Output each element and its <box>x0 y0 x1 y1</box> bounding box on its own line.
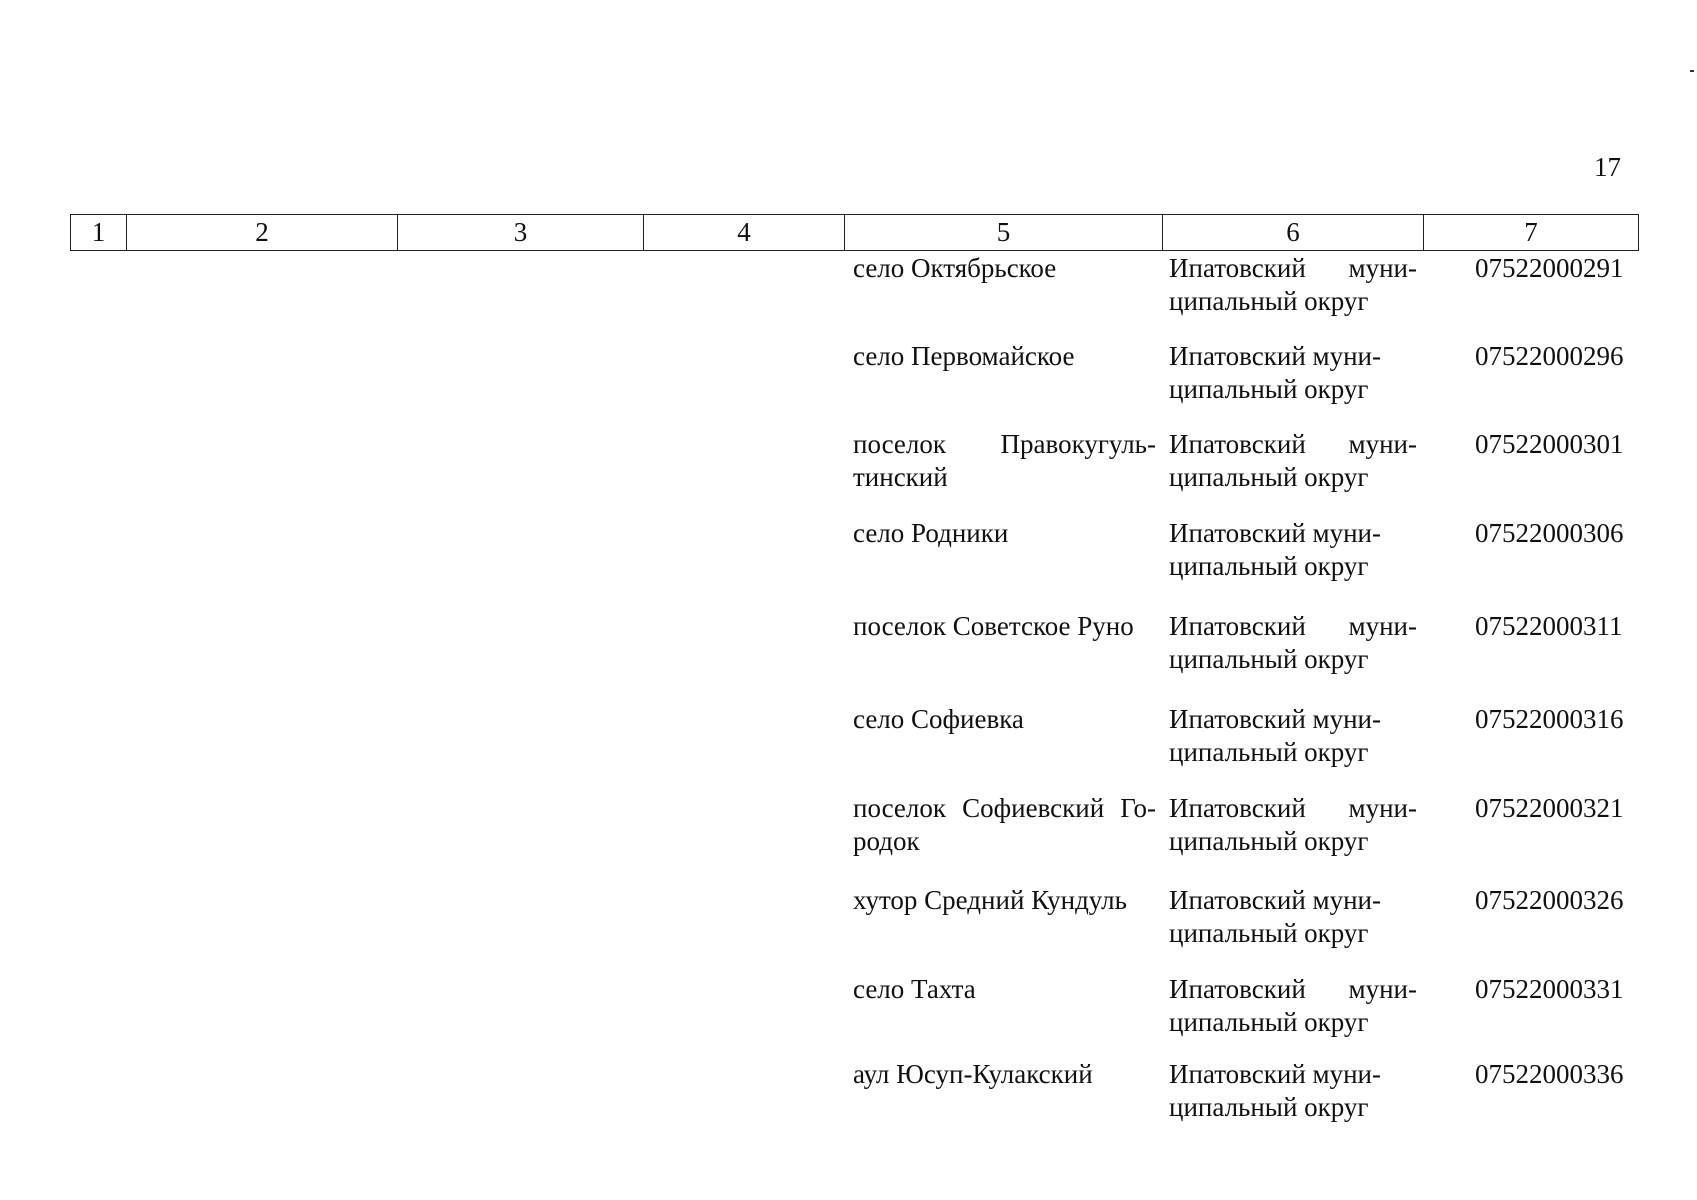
table-row <box>0 340 1697 410</box>
municipality-line-2: ципальный округ <box>1169 462 1369 492</box>
table-row <box>0 973 1697 1043</box>
table-row <box>0 884 1697 954</box>
municipality-line-1: Ипатовский муни- <box>1169 704 1381 734</box>
settlement-name: село Октябрьское <box>853 253 1057 283</box>
municipality-line-1: Ипатовский муни- <box>1169 1059 1381 1089</box>
municipality-name <box>1169 884 1417 950</box>
municipality-line-1: Ипатовский муни- <box>1169 341 1381 371</box>
settlement-name: аул Юсуп-Кулакский <box>853 1059 1093 1089</box>
table-row <box>0 517 1697 587</box>
municipality-name <box>1169 610 1417 676</box>
municipality-line-1: Ипатовский муни- <box>1169 253 1417 283</box>
column-header-5: 5 <box>845 215 1163 251</box>
column-header-3: 3 <box>398 215 644 251</box>
municipality-line-2: ципальный округ <box>1169 826 1369 856</box>
municipality-line-1: Ипатовский муни- <box>1169 885 1381 915</box>
municipality-line-1: Ипатовский муни- <box>1169 611 1417 641</box>
table-row <box>0 428 1697 498</box>
municipality-line-1: Ипатовский муни- <box>1169 974 1417 1004</box>
table-row <box>0 703 1697 773</box>
settlement-name: поселок Советское Руно <box>853 611 1134 641</box>
oktmo-code: 07522000311 <box>1475 611 1623 641</box>
page-number: 17 <box>1594 152 1621 182</box>
municipality-name <box>1169 703 1417 769</box>
municipality-line-2: ципальный округ <box>1169 551 1369 581</box>
oktmo-code: 07522000306 <box>1475 518 1624 548</box>
oktmo-code: 07522000336 <box>1475 1059 1624 1089</box>
municipality-name <box>1169 792 1417 858</box>
table-row <box>0 1058 1697 1128</box>
municipality-name <box>1169 252 1417 318</box>
oktmo-code: 07522000321 <box>1475 793 1624 823</box>
municipality-line-2: ципальный округ <box>1169 918 1369 948</box>
column-header-7: 7 <box>1424 215 1639 251</box>
settlement-name: село Родники <box>853 518 1009 548</box>
oktmo-code: 07522000296 <box>1475 341 1624 371</box>
municipality-name <box>1169 1058 1417 1124</box>
municipality-line-2: ципальный округ <box>1169 737 1369 767</box>
oktmo-code: 07522000301 <box>1475 429 1624 459</box>
municipality-line-2: ципальный округ <box>1169 286 1369 316</box>
column-header-2: 2 <box>127 215 398 251</box>
settlement-name: село Тахта <box>853 974 976 1004</box>
settlement-name: хутор Средний Кундуль <box>853 885 1127 915</box>
settlement-name: село Софиевка <box>853 704 1024 734</box>
settlement-name: село Первомайское <box>853 341 1075 371</box>
scan-mark <box>1690 70 1694 72</box>
municipality-name <box>1169 973 1417 1039</box>
municipality-line-2: ципальный округ <box>1169 644 1369 674</box>
table-row <box>0 610 1697 680</box>
oktmo-code: 07522000291 <box>1475 253 1624 283</box>
oktmo-code: 07522000331 <box>1475 974 1624 1004</box>
municipality-line-2: ципальный округ <box>1169 374 1369 404</box>
municipality-line-2: ципальный округ <box>1169 1007 1369 1037</box>
municipality-name <box>1169 517 1417 583</box>
column-header-1: 1 <box>71 215 127 251</box>
oktmo-code: 07522000316 <box>1475 704 1624 734</box>
table-row <box>0 792 1697 862</box>
municipality-name <box>1169 428 1417 494</box>
column-header-6: 6 <box>1163 215 1424 251</box>
settlement-name: поселок Правокугуль-тинский <box>853 429 1156 492</box>
settlement-name: поселок Софиевский Го-родок <box>853 793 1156 856</box>
municipality-line-1: Ипатовский муни- <box>1169 429 1417 459</box>
municipality-name <box>1169 340 1417 406</box>
municipality-line-2: ципальный округ <box>1169 1092 1369 1122</box>
municipality-line-1: Ипатовский муни- <box>1169 793 1417 823</box>
municipality-line-1: Ипатовский муни- <box>1169 518 1381 548</box>
oktmo-code: 07522000326 <box>1475 885 1624 915</box>
table-row <box>0 252 1697 322</box>
column-header-4: 4 <box>644 215 845 251</box>
column-number-header <box>70 214 1639 251</box>
header-row <box>71 215 1639 251</box>
